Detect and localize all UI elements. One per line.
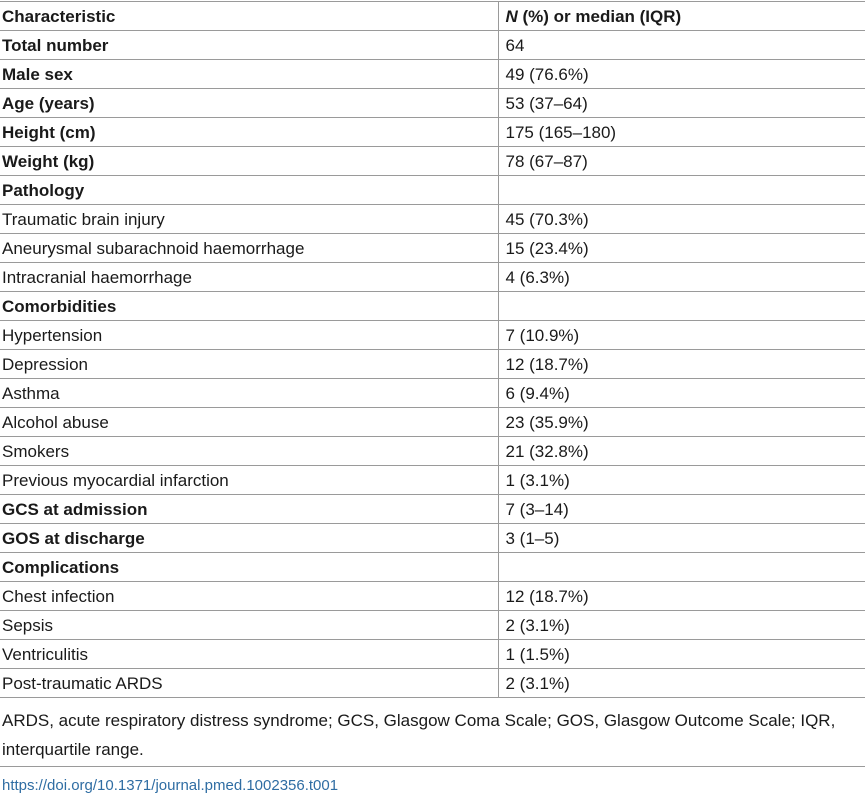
row-value: 3 (1–5) xyxy=(498,524,865,553)
table-row xyxy=(0,437,865,466)
table-row xyxy=(0,350,865,379)
header-characteristic: Characteristic xyxy=(0,2,498,31)
row-label: Comorbidities xyxy=(0,292,498,321)
row-label: Height (cm) xyxy=(0,118,498,147)
table-row xyxy=(0,31,865,60)
table-row xyxy=(0,147,865,176)
row-label: Previous myocardial infarction xyxy=(0,466,498,495)
header-value-n: N xyxy=(505,6,518,26)
table-footnote: ARDS, acute respiratory distress syndrome; GCS, Glasgow Coma Scale; GOS, Glasgow Outcome Scale; IQR, interquartile range. xyxy=(2,711,836,759)
row-value xyxy=(498,292,865,321)
table-row xyxy=(0,379,865,408)
row-value xyxy=(498,176,865,205)
table-row xyxy=(0,60,865,89)
row-label: Intracranial haemorrhage xyxy=(0,263,498,292)
row-value: 2 (3.1%) xyxy=(498,611,865,640)
row-value: 175 (165–180) xyxy=(498,118,865,147)
row-value: 78 (67–87) xyxy=(498,147,865,176)
row-label: Post-traumatic ARDS xyxy=(0,669,498,698)
row-value: 12 (18.7%) xyxy=(498,582,865,611)
row-value: 21 (32.8%) xyxy=(498,437,865,466)
table-row xyxy=(0,89,865,118)
row-value: 64 xyxy=(498,31,865,60)
row-label: Age (years) xyxy=(0,89,498,118)
row-value: 7 (10.9%) xyxy=(498,321,865,350)
row-value: 45 (70.3%) xyxy=(498,205,865,234)
table-body xyxy=(0,31,865,698)
row-value: 7 (3–14) xyxy=(498,495,865,524)
row-label: Aneurysmal subarachnoid haemorrhage xyxy=(0,234,498,263)
table-row xyxy=(0,292,865,321)
row-value: 6 (9.4%) xyxy=(498,379,865,408)
row-label: Hypertension xyxy=(0,321,498,350)
table-row xyxy=(0,321,865,350)
row-label: Smokers xyxy=(0,437,498,466)
row-value xyxy=(498,553,865,582)
row-label: GCS at admission xyxy=(0,495,498,524)
row-label: GOS at discharge xyxy=(0,524,498,553)
table-row xyxy=(0,263,865,292)
row-label: Pathology xyxy=(0,176,498,205)
row-label: Alcohol abuse xyxy=(0,408,498,437)
row-value: 53 (37–64) xyxy=(498,89,865,118)
table-row xyxy=(0,495,865,524)
row-value: 2 (3.1%) xyxy=(498,669,865,698)
table-row xyxy=(0,408,865,437)
row-value: 12 (18.7%) xyxy=(498,350,865,379)
row-value: 15 (23.4%) xyxy=(498,234,865,263)
row-value: 23 (35.9%) xyxy=(498,408,865,437)
row-label: Total number xyxy=(0,31,498,60)
header-value xyxy=(498,2,865,31)
table-row xyxy=(0,176,865,205)
table-header-row xyxy=(0,2,865,31)
row-label: Sepsis xyxy=(0,611,498,640)
row-label: Male sex xyxy=(0,60,498,89)
table-row xyxy=(0,466,865,495)
table-row xyxy=(0,640,865,669)
row-label: Traumatic brain injury xyxy=(0,205,498,234)
table-row xyxy=(0,553,865,582)
characteristics-table xyxy=(0,1,865,698)
row-value: 49 (76.6%) xyxy=(498,60,865,89)
row-label: Complications xyxy=(0,553,498,582)
table-row xyxy=(0,234,865,263)
row-value: 4 (6.3%) xyxy=(498,263,865,292)
row-label: Depression xyxy=(0,350,498,379)
table-row xyxy=(0,611,865,640)
footer-divider xyxy=(0,766,865,767)
row-label: Weight (kg) xyxy=(0,147,498,176)
table-row xyxy=(0,205,865,234)
doi-link[interactable]: https://doi.org/10.1371/journal.pmed.1002356.t001 xyxy=(2,777,339,794)
row-label: Ventriculitis xyxy=(0,640,498,669)
row-label: Chest infection xyxy=(0,582,498,611)
row-value: 1 (1.5%) xyxy=(498,640,865,669)
table-row xyxy=(0,582,865,611)
row-label: Asthma xyxy=(0,379,498,408)
table-row xyxy=(0,669,865,698)
header-value-rest: (%) or median (IQR) xyxy=(517,6,682,26)
table-row xyxy=(0,524,865,553)
row-value: 1 (3.1%) xyxy=(498,466,865,495)
table-row xyxy=(0,118,865,147)
